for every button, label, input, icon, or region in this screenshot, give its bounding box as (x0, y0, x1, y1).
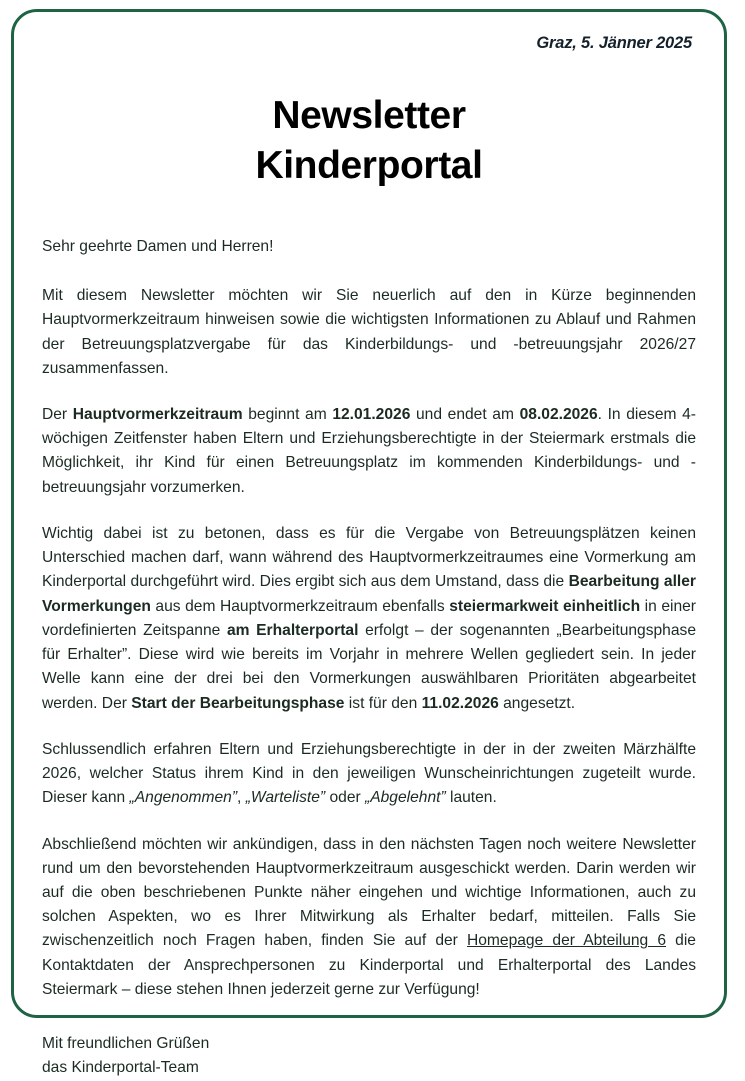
p3-text-4: erfolgt – der sogenannten „Bearbeitungsphase für Erhalter”. Diese wird wie bereits im Vorjahr in mehrere Wellen gegliedert sein. In jeder Welle kann eine der drei bei den Vormerkungen auswählbaren Prioritäten abgearbeitet werden. Der (42, 621, 696, 712)
p3-text-1: Wichtig dabei ist zu betonen, dass es für die Vergabe von Betreuungsplätzen keinen Unterschied machen darf, wann während des Hauptvormerkzeitraumes eine Vormerkung am Kinderportal durchgeführt wird. Dies ergibt sich aus dem Umstand, dass die (42, 524, 696, 591)
p2-bold-end-date: 08.02.2026 (519, 405, 598, 423)
p3-text-2: aus dem Hauptvormerkzeitraum ebenfalls (150, 597, 450, 615)
p3-bold-einheitlich: steiermarkweit einheitlich (449, 597, 641, 615)
closing-block (42, 1032, 696, 1080)
p3-bold-bearbeitung: Bearbeitung aller Vormerkungen (42, 573, 697, 615)
p2-bold-start-date: 12.01.2026 (332, 405, 411, 423)
p2-text-2: beginnt am (242, 405, 333, 423)
p3-text-3: in einer vordefinierten Zeitspanne (42, 597, 696, 639)
p3-bold-start: Start der Bearbeitungsphase (131, 694, 345, 712)
p2-text-1: Der (42, 405, 73, 423)
page-title (42, 91, 696, 191)
p5-text-1: Abschließend möchten wir ankündigen, dass in den nächsten Tagen noch weitere Newsletter rund um den bevorstehenden Hauptvormerkzeitraum ausgeschickt werden. Darin werden wir auf die oben beschriebenen Punkte näher eingehen und wichtige Informationen, auch zu solchen Aspekten, wo es Ihrer Mitwirkung als Erhalter bedarf, mitteilen. Falls Sie zwischenzeitlich noch Fragen haben, finden Sie auf der (42, 835, 696, 950)
title-line-1: Newsletter (272, 94, 466, 137)
p4-text-4: lauten. (445, 789, 497, 807)
p2-text-3: und endet am (410, 405, 520, 423)
p3-text-6: angesetzt. (498, 694, 576, 712)
body-copy (42, 235, 696, 1081)
paragraph-outlook (42, 833, 696, 1003)
paragraph-bearbeitung (42, 522, 696, 716)
p2-text-4: . In diesem 4-wöchigen Zeitfenster haben Eltern und Erziehungsberechtigte in der Steiermark erstmals die Möglichkeit, ihr Kind für einen Betreuungsplatz im kommenden Kinderbildungs- und -betreuungsjahr vorzumerken. (42, 405, 696, 496)
p4-text-1: Schlussendlich erfahren Eltern und Erziehungsberechtigte in der in der zweiten Märzhälfte 2026, welcher Status ihrem Kind in den jeweiligen Wunscheinrichtungen zugeteilt wurde. Dieser kann (42, 740, 696, 807)
p4-text-2: , (237, 789, 246, 807)
status-angenommen: „Angenommen” (129, 789, 238, 807)
paragraph-status (42, 738, 696, 811)
dateline: Graz, 5. Jänner 2025 (536, 34, 692, 52)
p5-text-2: die Kontaktdaten der Ansprechpersonen zu Kinderportal und Erhalterportal des Landes Steiermark – diese stehen Ihnen jederzeit gerne zur Verfügung! (42, 932, 696, 998)
p4-text-3: oder (325, 789, 366, 807)
newsletter-page (11, 9, 727, 1077)
salutation: Sehr geehrte Damen und Herren! (42, 237, 274, 255)
paragraph-intro: Mit diesem Newsletter möchten wir Sie neuerlich auf den in Kürze beginnenden Hauptvormerkzeitraum hinweisen sowie die wichtigsten Informationen zu Ablauf und Rahmen der Betreuungsplatzvergabe für das Kinderbildungs- und -betreuungsjahr 2026/27 zusammenfassen. (42, 287, 696, 377)
p3-bold-start-date: 11.02.2026 (421, 694, 499, 712)
paragraph-hauptvormerkzeitraum (42, 403, 696, 500)
newsletter-content (14, 12, 724, 1077)
p3-bold-erhalterportal: am Erhalterportal (226, 621, 359, 639)
status-warteliste: „Warteliste” (245, 789, 326, 807)
title-line-2: Kinderportal (255, 143, 483, 187)
homepage-abteilung-6-link[interactable]: Homepage der Abteilung 6 (466, 932, 667, 950)
p3-text-5: ist für den (344, 694, 422, 712)
closing-line-2: das Kinderportal-Team (42, 1059, 199, 1077)
closing-line-1: Mit freundlichen Grüßen (42, 1035, 210, 1053)
status-abgelehnt: „Abgelehnt” (365, 789, 446, 807)
p2-bold-hauptvormerkzeitraum: Hauptvormerkzeitraum (72, 405, 243, 423)
